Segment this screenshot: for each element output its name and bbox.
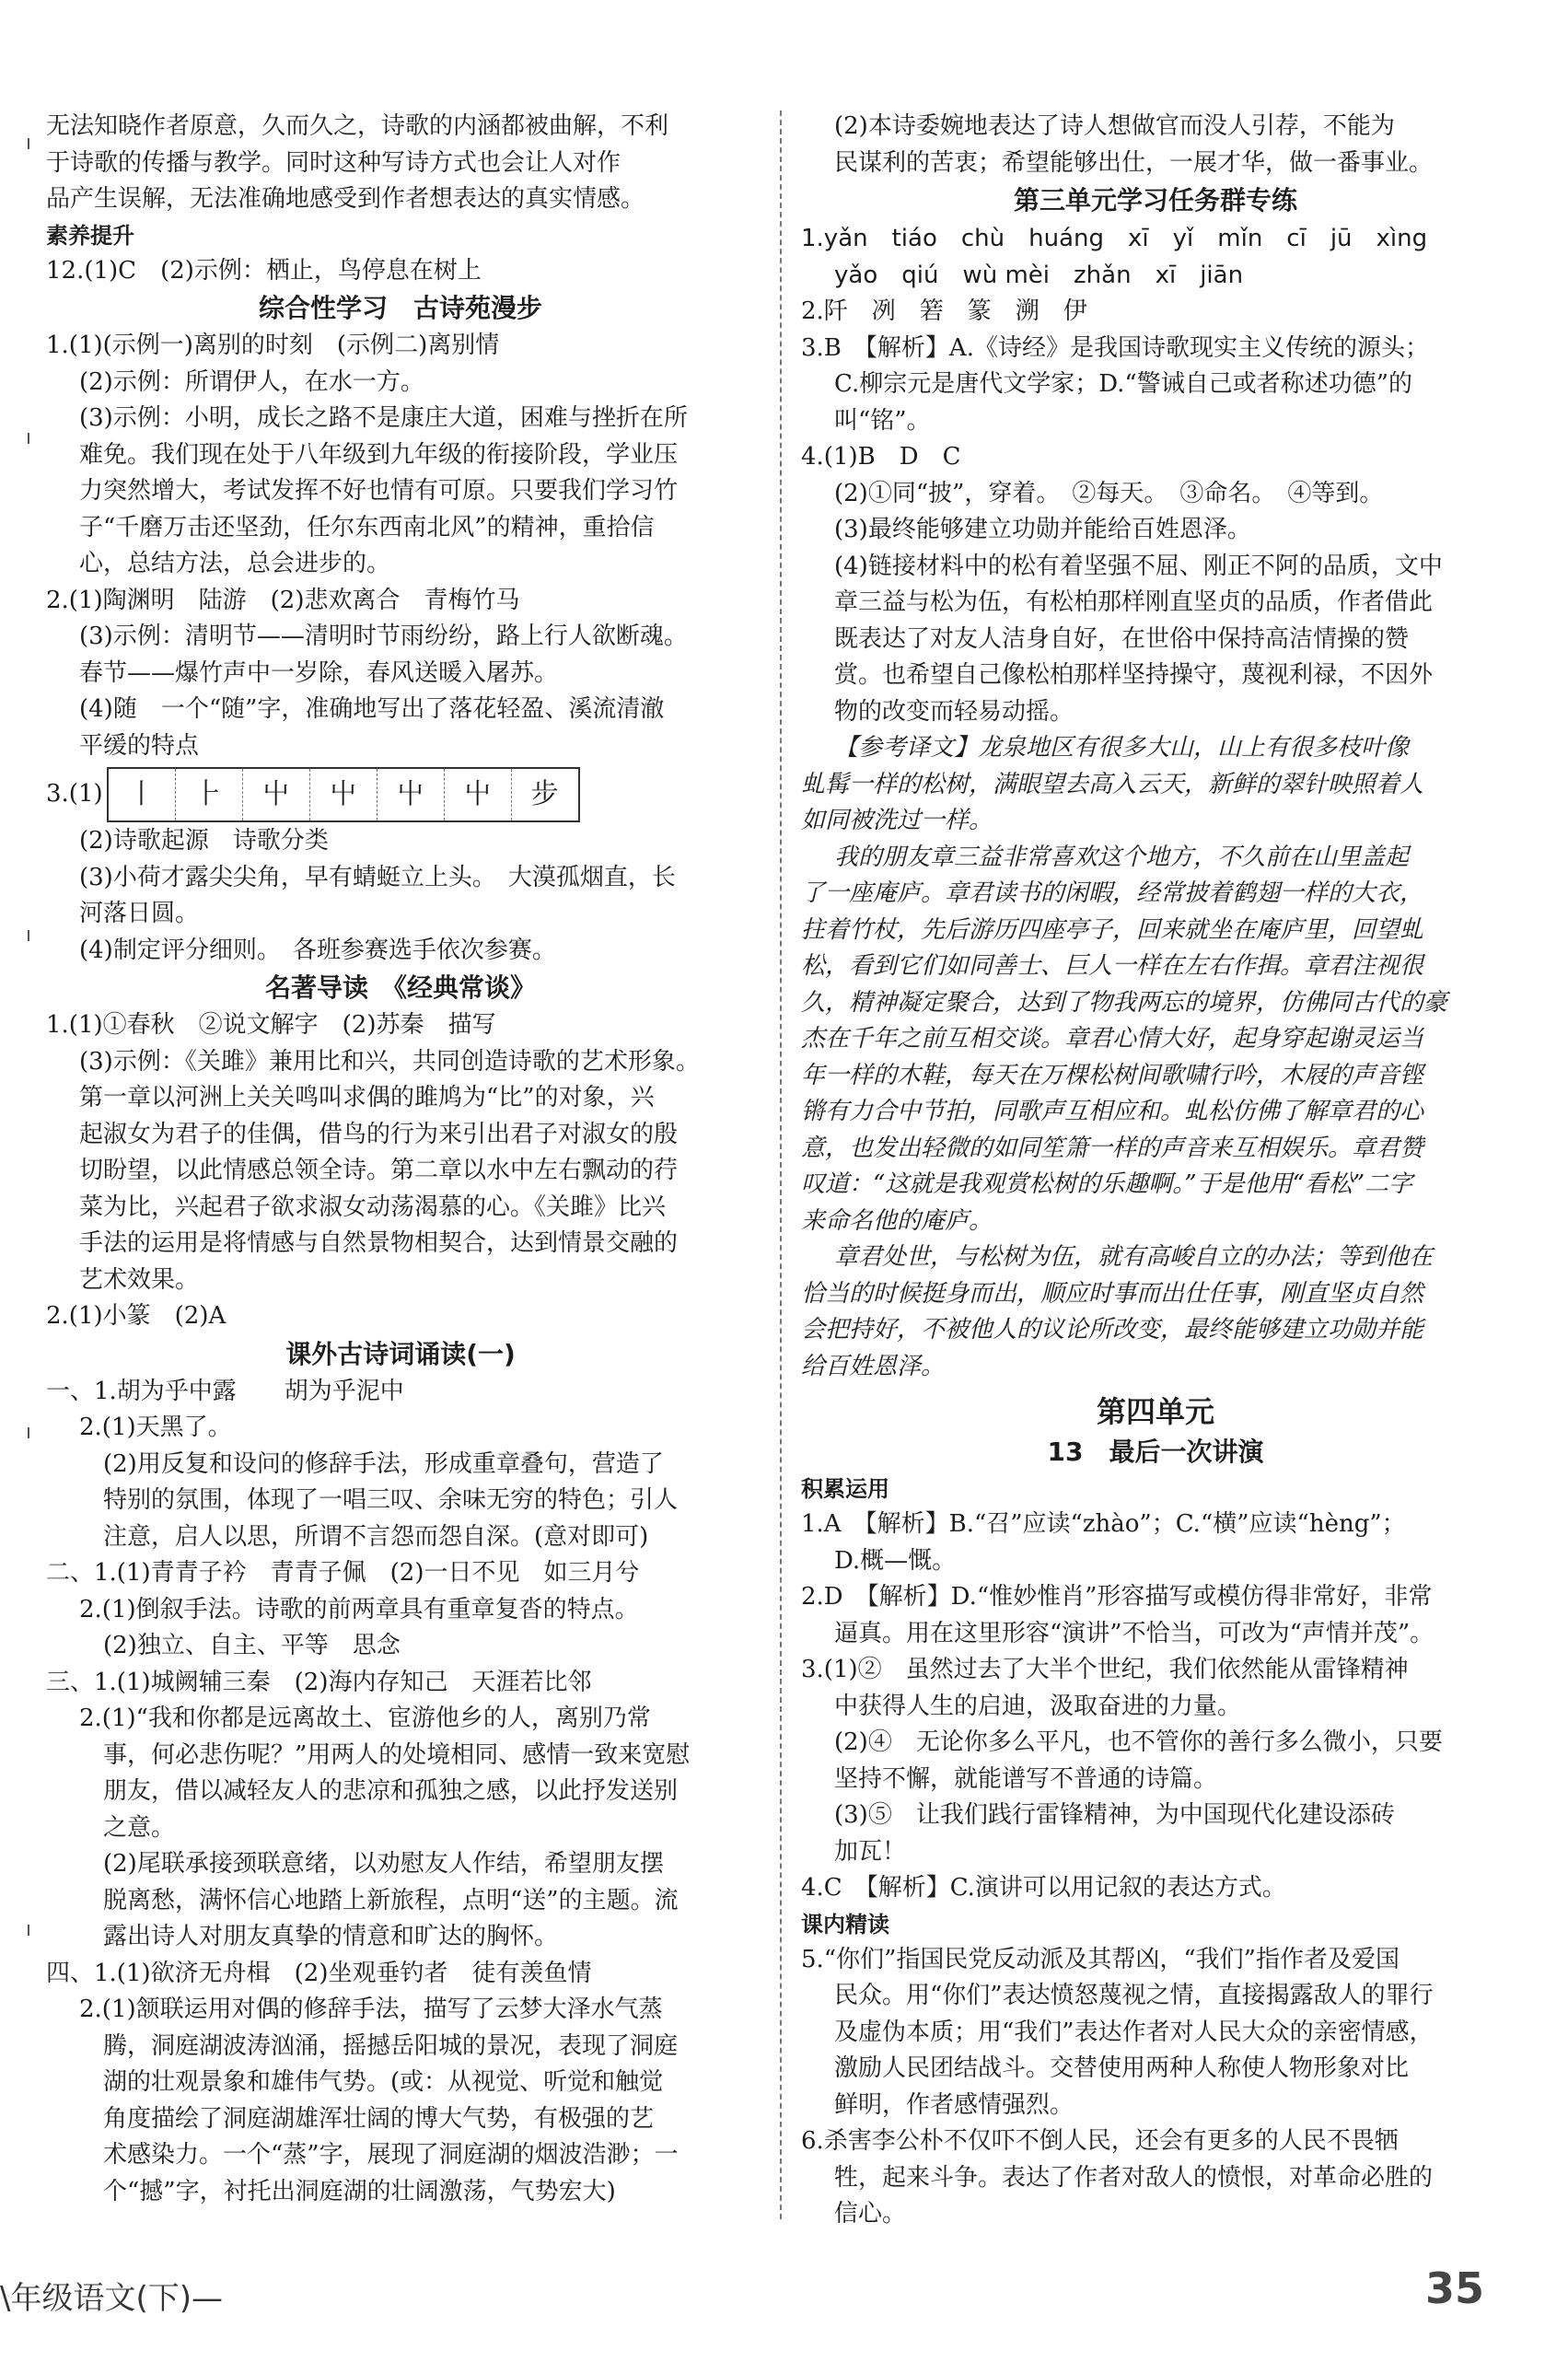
text-line: 5.“你们”指国民党反动派及其帮凶，“我们”指作者及爱国 xyxy=(801,1945,1400,1973)
text-line: (2)④ 无论你多么平凡，也不管你的善行多么微小，只要 xyxy=(834,1728,1443,1756)
text-line: 虬髯一样的松树，满眼望去高入云天，新鲜的翠针映照着人 xyxy=(801,770,1424,798)
text-line: 恰当的时候挺身而出，顺应时事而出仕任事，刚直坚贞自然 xyxy=(801,1279,1424,1308)
text-line: 激励人民团结战斗。交替使用两种人称使人物形象对比 xyxy=(834,2054,1410,2082)
text-line: 心，总结方法，总会进步的。 xyxy=(79,550,391,577)
text-line: 加瓦！ xyxy=(834,1837,907,1866)
text-line: (2)独立、自主、平等 思念 xyxy=(103,1632,401,1659)
text-line: 逼真。用在这里形容“演讲”不恰当，可改为“声情并茂”。 xyxy=(834,1619,1434,1647)
text-line: 我的朋友章三益非常喜欢这个地方，不久前在山里盖起 xyxy=(834,843,1410,871)
footer-grade-label: \年级语文(下)— xyxy=(0,2280,223,2317)
text-line: 特别的氛围，体现了一唱三叹、余味无穷的特色；引人 xyxy=(103,1486,679,1514)
pinyin-syllable: yǎo xyxy=(834,262,878,289)
page-number: 35 xyxy=(1425,2263,1485,2313)
pinyin-syllable: qiú xyxy=(901,262,939,289)
text-line: 来命名他的庵庐。 xyxy=(801,1206,993,1235)
stroke-cell: ⺊ xyxy=(176,769,243,820)
pinyin-syllable: xī xyxy=(1155,262,1177,289)
text-line: (2)用反复和设问的修辞手法，形成重章叠句，营造了 xyxy=(103,1449,664,1478)
pinyin-syllable: tiáo xyxy=(891,225,937,252)
pinyin-syllable: mǐn xyxy=(1217,225,1263,252)
text-line: 菜为比，兴起君子欲求淑女动荡渴慕的心。《关雎》比兴 xyxy=(79,1193,667,1221)
text-line: 久，精神凝定聚合，达到了物我两忘的境界，仿佛同古代的豪 xyxy=(801,988,1448,1017)
text-line: 1.A 【解析】B.“召”应读“zhào”；C.“横”应读“hèng”； xyxy=(801,1510,1406,1538)
text-line: 松，看到它们如同善士、巨人一样在左右作揖。章君注视很 xyxy=(801,952,1424,980)
text-line: 如同被洗过一样。 xyxy=(801,807,993,834)
stroke-question-label: 3.(1) xyxy=(46,780,103,808)
pinyin-line xyxy=(801,257,1510,294)
text-line: (2)尾联承接颈联意绪，以劝慰友人作结，希望朋友摆 xyxy=(103,1850,664,1878)
text-line: 2.(1)天黑了。 xyxy=(79,1414,232,1441)
pinyin-syllable: zhǎn xyxy=(1074,262,1132,289)
column-divider xyxy=(780,111,782,2219)
text-line: 艺术效果。 xyxy=(79,1265,200,1294)
stroke-order-row xyxy=(46,764,755,823)
pinyin-syllable: 1.yǎn xyxy=(801,225,868,252)
pinyin-syllable: yǐ xyxy=(1172,225,1194,252)
text-line: (4)链接材料中的松有着坚强不屈、刚正不阿的品质，文中 xyxy=(834,552,1443,580)
text-line: 1.(1)(示例一)离别的时刻 (示例二)离别情 xyxy=(46,332,500,359)
margin-tick xyxy=(28,1925,29,1936)
text-line: 【参考译文】龙泉地区有很多大山，山上有很多枝叶像 xyxy=(834,734,1410,762)
stroke-cell: 步 xyxy=(530,778,559,810)
margin-tick xyxy=(28,433,29,444)
stroke-cell: 屮 xyxy=(310,769,377,820)
text-line: 四、1.(1)欲济无舟楫 (2)坐观垂钓者 徒有羡鱼情 xyxy=(46,1959,592,1987)
text-line: 术感染力。一个“蒸”字，展现了洞庭湖的烟波浩渺；一 xyxy=(103,2141,679,2169)
text-line: 个“撼”字，衬托出洞庭湖的壮阔激荡，气势宏大) xyxy=(103,2177,616,2205)
text-line: 2.(1)“我和你都是远离故土、宦游他乡的人，离别乃常 xyxy=(79,1705,651,1732)
text-line: 物的改变而轻易动摇。 xyxy=(834,697,1074,726)
text-line: 于诗歌的传播与教学。同时这种写诗方式也会让人对作 xyxy=(46,148,621,177)
pinyin-line xyxy=(801,220,1510,257)
pinyin-syllable: jū xyxy=(1330,225,1353,252)
section-heading: 第四单元 xyxy=(1096,1394,1214,1429)
text-line: 朋友，借以减轻友人的悲凉和孤独之感，以此抒发送别 xyxy=(103,1777,679,1805)
pinyin-syllable: huáng xyxy=(1028,225,1105,252)
text-line: 鲜明，作者感情强烈。 xyxy=(834,2090,1074,2119)
stroke-cell: 屮 xyxy=(445,769,512,820)
text-line: 品产生误解，无法准确地感受到作者想表达的真实情感。 xyxy=(46,185,645,213)
text-line: 难免。我们现在处于八年级到九年级的衔接阶段，学业压 xyxy=(79,440,679,469)
text-line: 2.(1)陶渊明 陆游 (2)悲欢离合 青梅竹马 xyxy=(46,586,520,614)
text-line: 杰在千年之前互相交谈。章君心情大好，起身穿起谢灵运当 xyxy=(801,1025,1424,1053)
pinyin-syllable: wù mèi xyxy=(962,262,1051,289)
text-line: 赏。也希望自己像松柏那样坚持操守，蔑视利禄，不因外 xyxy=(834,661,1434,689)
text-line: (4)制定评分细则。 各班参赛选手依次参赛。 xyxy=(79,936,556,964)
text-line: 2.D 【解析】D.“惟妙惟肖”形容描写或模仿得非常好，非常 xyxy=(801,1583,1433,1611)
text-line: 二、1.(1)青青子衿 青青子佩 (2)一日不见 如三月兮 xyxy=(46,1559,640,1587)
text-line: 牲，起来斗争。表达了作者对敌人的愤恨，对革命必胜的 xyxy=(834,2163,1434,2192)
margin-tick xyxy=(28,930,29,941)
text-line: 意，也发出轻微的如同笙箫一样的声音来互相娱乐。章君赞 xyxy=(801,1134,1424,1162)
text-line: 给百姓恩泽。 xyxy=(801,1352,946,1380)
margin-tick xyxy=(28,138,29,149)
text-line: 2.阡 冽 箬 篆 溯 伊 xyxy=(801,297,1087,325)
stroke-cell: 丨 xyxy=(109,769,176,820)
text-line: 坚持不懈，就能谱写不普通的诗篇。 xyxy=(834,1764,1218,1793)
text-line: (4)随 一个“随”字，准确地写出了落花轻盈、溪流清澈 xyxy=(79,695,665,723)
margin-tick xyxy=(28,1427,29,1438)
text-line: 民众。用“你们”表达愤怒蔑视之情，直接揭露敌人的罪行 xyxy=(834,1982,1434,2009)
text-line: 3.B 【解析】A.《诗经》是我国诗歌现实主义传统的源头； xyxy=(801,333,1429,362)
text-line: (2)示例：所谓伊人，在水一方。 xyxy=(79,367,424,396)
text-line: 之意。 xyxy=(103,1813,176,1842)
text-line: 无法知晓作者原意，久而久之，诗歌的内涵都被曲解，不利 xyxy=(46,112,669,140)
text-line: 角度描绘了洞庭湖雄浑壮阔的博大气势，有极强的艺 xyxy=(103,2104,655,2133)
pinyin-syllable: xī xyxy=(1128,225,1149,252)
text-line: 叫“铭”。 xyxy=(834,406,931,435)
text-line: 2.(1)小篆 (2)A xyxy=(46,1302,226,1330)
text-line: 3.(1)② 虽然过去了大半个世纪，我们依然能从雷锋精神 xyxy=(801,1656,1409,1683)
section-label: 课内精读 xyxy=(801,1911,889,1937)
text-line: 民谋利的苦衷；希望能够出仕，一展才华，做一番事业。 xyxy=(834,148,1434,177)
text-line: C.柳宗元是唐代文学家；D.“警诫自己或者称述功德”的 xyxy=(834,370,1412,398)
text-line: 及虚伪本质；用“我们”表达作者对人民大众的亲密情感， xyxy=(834,2018,1434,2046)
section-heading: 课外古诗词诵读(一) xyxy=(285,1338,516,1369)
text-line: 6.杀害李公朴不仅吓不倒人民，还会有更多的人民不畏牺 xyxy=(801,2127,1399,2155)
text-line: 锵有力合中节拍，同歌声互相应和。虬松仿佛了解章君的心 xyxy=(801,1098,1424,1125)
text-line: 子“千磨万击还坚劲，任尔东西南北风”的精神，重拾信 xyxy=(79,513,655,541)
left-column xyxy=(46,109,755,2210)
text-line: 4.(1)B D C xyxy=(801,443,961,471)
text-line: 力突然增大，考试发挥不好也情有可原。只要我们学习竹 xyxy=(79,477,679,505)
section-label: 素养提升 xyxy=(46,222,134,249)
pinyin-syllable: jiān xyxy=(1200,262,1244,289)
section-heading: 名著导读 《经典常谈》 xyxy=(264,972,536,1003)
stroke-order-grid xyxy=(107,767,580,822)
section-heading: 13 最后一次讲演 xyxy=(1047,1437,1264,1467)
text-line: 会把持好，不被他人的议论所改变，最终能够建立功勋并能 xyxy=(801,1316,1424,1344)
text-line: D.概—慨。 xyxy=(834,1546,957,1575)
text-line: 一、1.胡为乎中露 胡为乎泥中 xyxy=(46,1377,404,1405)
text-line: (2)诗歌起源 诗歌分类 xyxy=(79,827,329,855)
text-line: 1.(1)①春秋 ②说文解字 (2)苏秦 描写 xyxy=(46,1011,496,1039)
text-line: (3)示例：清明节——清明时节雨纷纷，路上行人欲断魂。 xyxy=(79,622,688,650)
stroke-cell: 屮 xyxy=(377,769,445,820)
text-line: 叹道：“这就是我观赏松树的乐趣啊。”于是他用“看松”二字 xyxy=(801,1170,1413,1198)
text-line: 三、1.(1)城阙辅三秦 (2)海内存知己 天涯若比邻 xyxy=(46,1668,592,1696)
text-line: 第一章以河洲上关关鸣叫求偶的雎鸠为“比”的对象，兴 xyxy=(79,1084,655,1111)
text-line: 手法的运用是将情感与自然景物相契合，达到情景交融的 xyxy=(79,1229,679,1257)
text-line: (3)示例：小明，成长之路不是康庄大道，困难与挫折在所 xyxy=(79,404,688,432)
text-line: 切盼望，以此情感总领全诗。第二章以水中左右飘动的荇 xyxy=(79,1157,679,1184)
text-line: 12.(1)C (2)示例：栖止，鸟停息在树上 xyxy=(46,256,482,285)
pinyin-syllable: xìng xyxy=(1376,225,1428,252)
text-line: (2)本诗委婉地表达了诗人想做官而没人引荐，不能为 xyxy=(834,112,1395,140)
section-heading: 第三单元学习任务群专练 xyxy=(1013,185,1297,215)
text-line: 中获得人生的启迪，汲取奋进的力量。 xyxy=(834,1692,1242,1720)
text-line: 起淑女为君子的佳偶，借鸟的行为来引出君子对淑女的殷 xyxy=(79,1120,679,1148)
text-line: 信心。 xyxy=(834,2200,907,2228)
text-line: 年一样的木鞋，每天在万棵松树间歌啸行吟，木屐的声音铿 xyxy=(801,1061,1424,1089)
pinyin-syllable: chù xyxy=(960,225,1005,252)
text-line: 腾，洞庭湖波涛汹涌，摇撼岳阳城的景况，表现了洞庭 xyxy=(103,2031,679,2060)
text-line: 4.C 【解析】C.演讲可以用记叙的表达方式。 xyxy=(801,1874,1286,1902)
text-line: (3)⑤ 让我们践行雷锋精神，为中国现代化建设添砖 xyxy=(834,1801,1395,1829)
text-line: (3)最终能够建立功勋并能给百姓恩泽。 xyxy=(834,516,1251,543)
text-line: (3)示例：《关雎》兼用比和兴，共同创造诗歌的艺术形象。 xyxy=(79,1047,700,1076)
text-line: 湖的壮观景象和雄伟气势。(或：从视觉、听觉和触觉 xyxy=(103,2068,664,2096)
text-line: 注意，启人以思，所谓不言怨而怨自深。(意对即可) xyxy=(103,1522,649,1551)
text-line: (3)小荷才露尖尖角，早有蜻蜓立上头。 大漠孤烟直，长 xyxy=(79,863,676,891)
text-line: 平缓的特点 xyxy=(79,731,200,760)
text-line: 春节——爆竹声中一岁除，春风送暖入屠苏。 xyxy=(79,658,559,687)
text-line: 章君处世，与松树为伍，就有高峻自立的办法；等到他在 xyxy=(834,1243,1434,1271)
text-line: 河落日圆。 xyxy=(79,900,200,927)
text-line: 章三益与松为伍，有松柏那样刚直坚贞的品质，作者借此 xyxy=(834,588,1434,616)
text-line: 事，何必悲伤呢？”用两人的处境相同、感情一致来宽慰 xyxy=(103,1740,691,1769)
text-line: 拄着竹杖，先后游历四座亭子，回来就坐在庵庐里，回望虬 xyxy=(801,915,1424,944)
text-line: (2)①同“披”，穿着。 ②每天。 ③命名。 ④等到。 xyxy=(834,479,1384,507)
text-line: 了一座庵庐。章君读书的闲暇，经常披着鹤翅一样的大衣， xyxy=(801,879,1424,907)
text-line: 2.(1)颔联运用对偶的修辞手法，描写了云梦大泽水气蒸 xyxy=(79,1995,663,2023)
text-line: 露出诗人对朋友真挚的情意和旷达的胸怀。 xyxy=(103,1923,559,1950)
section-heading: 综合性学习 古诗苑漫步 xyxy=(258,293,542,323)
stroke-cell: 屮 xyxy=(243,769,310,820)
pinyin-syllable: cī xyxy=(1286,225,1307,252)
section-label: 积累运用 xyxy=(801,1476,889,1502)
text-line: 2.(1)倒叙手法。诗歌的前两章具有重章复沓的特点。 xyxy=(79,1595,639,1623)
right-column xyxy=(801,109,1510,2233)
text-line: 既表达了对友人洁身自好，在世俗中保持高洁情操的赞 xyxy=(834,624,1410,653)
text-line: 脱离愁，满怀信心地踏上新旅程，点明“送”的主题。流 xyxy=(103,1886,679,1914)
